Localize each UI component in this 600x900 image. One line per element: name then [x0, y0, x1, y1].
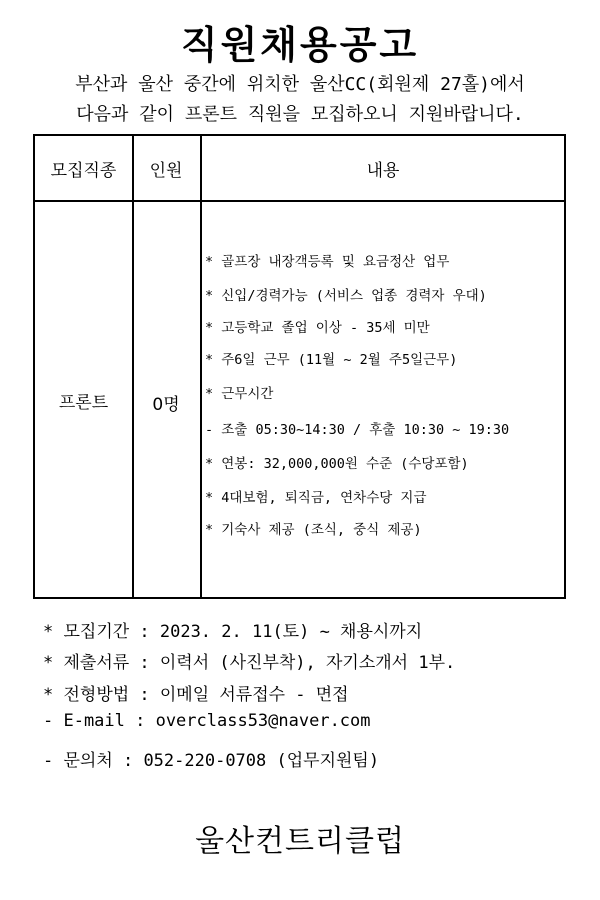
- intro-line-2: 다음과 같이 프론트 직원을 모집하오니 지원바랍니다.: [76, 104, 524, 125]
- header-divider: [35, 200, 564, 202]
- cell-position: 프론트: [58, 393, 109, 413]
- header-count: 인원: [149, 161, 183, 181]
- detail-line: * 신입/경력가능 (서비스 업종 경력자 우대): [205, 288, 487, 304]
- detail-line: * 기숙사 제공 (조식, 중식 제공): [205, 522, 422, 538]
- detail-line: * 근무시간: [205, 386, 274, 402]
- cell-count: 0명: [152, 395, 180, 415]
- detail-line: * 주6일 근무 (11월 ~ 2월 주5일근무): [205, 352, 458, 368]
- detail-line: * 4대보험, 퇴직금, 연차수당 지급: [205, 490, 427, 506]
- info-line: * 전형방법 : 이메일 서류접수 - 면접: [43, 685, 349, 705]
- contact-email: - E-mail : overclass53@naver.com: [43, 711, 371, 731]
- header-position: 모집직종: [50, 161, 117, 181]
- job-posting-table: [33, 134, 566, 599]
- detail-line: - 조출 05:30~14:30 / 후출 10:30 ~ 19:30: [205, 422, 510, 438]
- contact-phone: - 문의처 : 052-220-0708 (업무지원팀): [43, 751, 380, 771]
- organization-name: 울산컨트리클럽: [195, 824, 405, 859]
- info-line: * 모집기간 : 2023. 2. 11(토) ~ 채용시까지: [43, 622, 423, 642]
- detail-line: * 고등학교 졸업 이상 - 35세 미만: [205, 320, 430, 336]
- header-content: 내용: [366, 161, 400, 181]
- info-line: * 제출서류 : 이력서 (사진부착), 자기소개서 1부.: [43, 653, 456, 673]
- column-divider: [132, 136, 134, 597]
- column-divider: [200, 136, 202, 597]
- page-title: 직원채용공고: [180, 23, 420, 67]
- intro-line-1: 부산과 울산 중간에 위치한 울산CC(회원제 27홀)에서: [75, 74, 525, 95]
- detail-line: * 연봉: 32,000,000원 수준 (수당포함): [205, 456, 469, 472]
- detail-line: * 골프장 내장객등록 및 요금정산 업무: [205, 254, 450, 270]
